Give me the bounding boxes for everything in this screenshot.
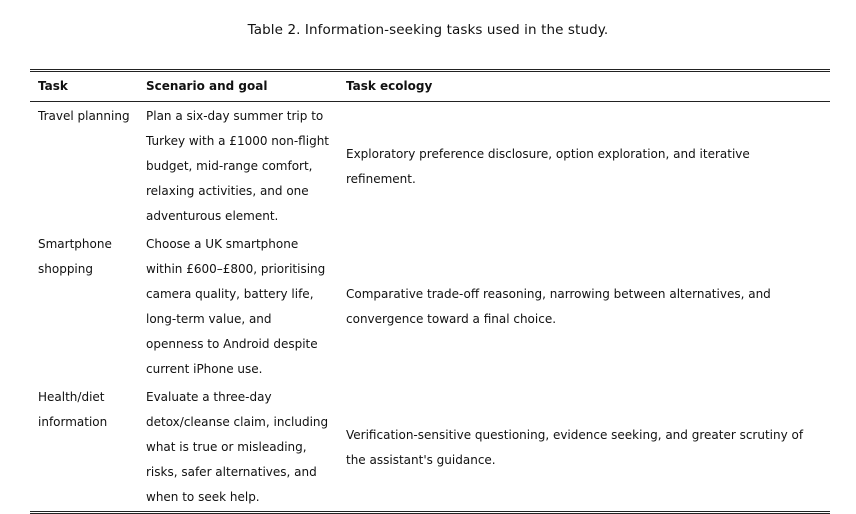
header-ecology: Task ecology (346, 79, 433, 93)
tasks-table (30, 69, 830, 514)
ecology-text: Exploratory preference disclosure, option exploration, and iterative refinement. (346, 146, 750, 186)
ecology-text: Comparative trade-off reasoning, narrowing between alternatives, and convergence toward a final choice. (346, 287, 771, 326)
task-cell: Travel planning (38, 109, 130, 123)
table-row (30, 102, 830, 229)
ecology-cell (346, 104, 830, 229)
scenario-cell: Plan a six-day summer trip to Turkey with a £1000 non-flight budget, mid-range comfort, relaxing activities, and one adventurous element. (146, 109, 329, 223)
table-row (30, 382, 830, 511)
table-caption: Table 2. Information-seeking tasks used in the study. (247, 22, 609, 38)
ecology-cell (346, 232, 830, 382)
scenario-cell: Evaluate a three-day detox/cleanse claim, including what is true or misleading, risks, safer alternatives, and when to seek help. (146, 390, 329, 504)
task-cell: Health/diet information (38, 390, 108, 429)
ecology-text: Verification-sensitive questioning, evidence seeking, and greater scrutiny of the assistant's guidance. (346, 427, 804, 467)
table-row (30, 229, 830, 382)
header-scenario: Scenario and goal (146, 79, 268, 93)
table-header-row (30, 72, 830, 102)
ecology-cell (346, 385, 830, 510)
header-task: Task (38, 79, 68, 93)
task-cell: Smartphone shopping (38, 237, 112, 276)
scenario-cell: Choose a UK smartphone within £600–£800, prioritising camera quality, battery life, long-term value, and openness to Android despite current iPhone use. (146, 237, 326, 376)
